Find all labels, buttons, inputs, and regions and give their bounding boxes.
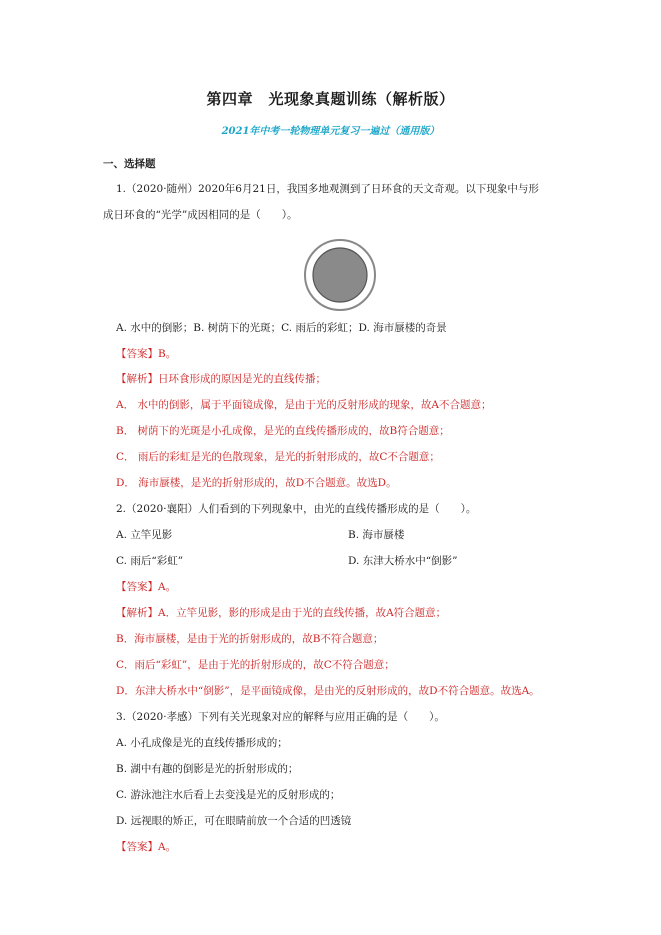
q2-analysis-3: D．东津大桥水中“倒影”，是平面镜成像，是由光的反射形成的，故D不符合题意。故选A。 — [116, 685, 540, 697]
q3-answer: 【答案】A。 — [116, 841, 177, 853]
q3-option-a: A. 小孔成像是光的直线传播形成的； — [116, 737, 288, 749]
q1-analysis-0: 【解析】日环食形成的原因是光的直线传播； — [116, 373, 326, 385]
q3-option-c: C. 游泳池注水后看上去变浅是光的反射形成的； — [116, 789, 341, 801]
q2-analysis-0: 【解析】A．立竿见影，影的形成是由于光的直线传播，故A符合题意； — [116, 607, 447, 619]
q1-options: A. 水中的倒影；B. 树荫下的光斑；C. 雨后的彩虹；D. 海市蜃楼的奇景 — [116, 322, 447, 334]
q1-analysis-1: A． 水中的倒影，属于平面镜成像，是由于光的反射形成的现象，故A不合题意； — [116, 399, 492, 411]
q2-analysis-1: B．海市蜃楼，是由于光的折射形成的，故B不符合题意； — [116, 633, 384, 645]
page-title: 第四章 光现象真题训练（解析版） — [206, 90, 455, 108]
q2-option-a: A. 立竿见影 — [116, 529, 173, 541]
q3-option-d: D. 远视眼的矫正，可在眼睛前放一个合适的凹透镜 — [116, 815, 352, 827]
q1-stem-line2: 成日环食的“光学”成因相同的是（ ）。 — [103, 209, 298, 221]
q2-option-d: D. 东津大桥水中“倒影” — [348, 555, 458, 567]
q3-stem: 3.（2020·孝感）下列有关光现象对应的解释与应用正确的是（ ）。 — [116, 711, 445, 723]
page-subtitle: 2021年中考一轮物理单元复习一遍过（通用版） — [221, 126, 440, 137]
q2-answer: 【答案】A。 — [116, 581, 177, 593]
q1-analysis-2: B． 树荫下的光斑是小孔成像，是光的直线传播形成的，故B符合题意； — [116, 425, 450, 437]
q2-option-c: C. 雨后“彩虹” — [116, 555, 184, 567]
q2-stem: 2.（2020·襄阳）人们看到的下列现象中，由光的直线传播形成的是（ ）。 — [116, 503, 477, 515]
q1-analysis-4: D． 海市蜃楼，是光的折射形成的，故D不合题意。故选D。 — [116, 477, 397, 489]
q1-answer: 【答案】B。 — [116, 348, 177, 360]
q1-analysis-3: C． 雨后的彩虹是光的色散现象，是光的折射形成的，故C不合题意； — [116, 451, 440, 463]
q1-stem-line1: 1.（2020·随州）2020年6月21日，我国多地观测到了日环食的天文奇观。以下现象中与形 — [116, 183, 539, 195]
q2-option-b: B. 海市蜃楼 — [348, 529, 405, 541]
section-heading: 一、选择题 — [103, 158, 156, 170]
q2-analysis-2: C．雨后“彩虹”，是由于光的折射形成的，故C不符合题意； — [116, 659, 395, 671]
q3-option-b: B. 湖中有趣的倒影是光的折射形成的； — [116, 763, 299, 775]
solar-eclipse-figure — [303, 238, 377, 312]
